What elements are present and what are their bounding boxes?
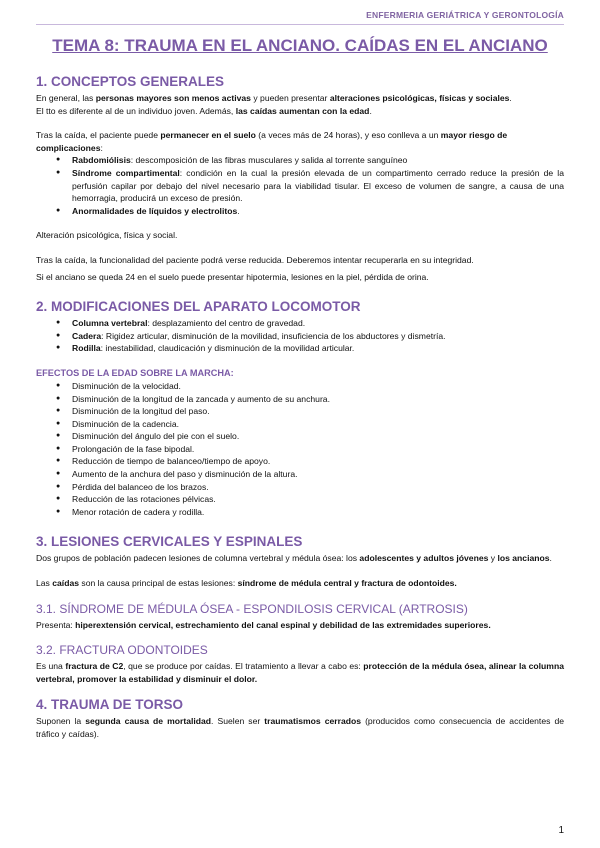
paragraph: Tras la caída, la funcionalidad del paciente podrá verse reducida. Deberemos intentar recuperarla en su integridad. <box>36 254 474 265</box>
text-run: (producidos como consecuencia de accidentes de tráfico y caídas). <box>36 716 565 739</box>
paragraph <box>36 552 564 565</box>
text-run: : desplazamiento del centro de gravedad. <box>147 318 306 329</box>
bold-text: fractura de C2 <box>65 661 124 672</box>
text-run: : descomposición de las fibras musculares y salida al torrente sanguíneo <box>130 155 408 166</box>
section-heading-4: 4. TRAUMA DE TORSO <box>36 697 184 713</box>
header-rule <box>36 24 564 25</box>
text-run: Es una <box>36 661 66 672</box>
bold-text: Rodilla <box>72 343 101 354</box>
list-item: ● Menor rotación de cadera y rodilla. <box>72 506 564 519</box>
paragraph: Si el anciano se queda 24 en el suelo puede presentar hipotermia, lesiones en la piel, pérdida de orina. <box>36 271 429 282</box>
text-run: . <box>509 93 512 103</box>
text-run: Las <box>36 578 53 589</box>
subsection-heading-3-2: 3.2. FRACTURA ODONTOIDES <box>36 643 208 658</box>
running-header: ENFERMERIA GERIÁTRICA Y GERONTOLOGÍA <box>366 10 564 20</box>
paragraph <box>36 92 564 105</box>
bold-text: Cadera <box>72 330 102 341</box>
locomotor-list <box>36 317 564 355</box>
list-item <box>72 205 564 218</box>
paragraph: Alteración psicológica, física y social. <box>36 230 178 241</box>
list-item <box>72 167 564 205</box>
bold-text: Columna vertebral <box>72 318 148 329</box>
bold-text: personas mayores son menos activas <box>95 93 251 103</box>
list-item: ● Disminución del ángulo del pie con el suelo. <box>72 430 564 443</box>
bold-text: traumatismos cerrados <box>264 716 362 727</box>
paragraph <box>36 577 564 590</box>
text-run: : <box>100 142 103 153</box>
text-run: y pueden presentar <box>250 93 330 103</box>
paragraph <box>36 105 564 118</box>
list-item: ● Disminución de la longitud de la zancada y aumento de su anchura. <box>72 393 564 406</box>
text-run: Suponen la <box>36 716 86 727</box>
bold-text: alteraciones psicológicas, físicas y sociales <box>329 93 510 103</box>
text-run: , que se produce por caídas. El tratamiento a llevar a cabo es: <box>123 661 364 672</box>
paragraph <box>36 619 564 632</box>
text-run: . <box>549 553 552 564</box>
text-run: . <box>369 105 372 116</box>
text-run: Tras la caída, el paciente puede <box>36 130 161 141</box>
section-heading-2: 2. MODIFICACIONES DEL APARATO LOCOMOTOR <box>36 299 361 315</box>
section-heading-1: 1. CONCEPTOS GENERALES <box>36 74 225 89</box>
bold-text: las caídas aumentan con la edad <box>235 105 370 116</box>
complications-list <box>36 154 564 217</box>
text-run: El tto es diferente al de un individuo joven. Además, <box>36 105 236 116</box>
list-item: ● Prolongación de la fase bipodal. <box>72 443 564 456</box>
bold-text: Anormalidades de líquidos y electrolitos <box>72 205 238 216</box>
page-number: 1 <box>558 825 564 836</box>
list-item: ● Aumento de la anchura del paso y disminución de la altura. <box>72 468 564 481</box>
text-run: Presenta: <box>36 619 76 630</box>
text-run: : Rigidez articular, disminución de la movilidad, insuficiencia de los abductores y dismetría. <box>101 330 446 341</box>
subsection-heading-3-1: 3.1. SÍNDROME DE MÉDULA ÓSEA - ESPONDILOSIS CERVICAL (ARTROSIS) <box>36 601 468 616</box>
bold-text: mayor riesgo de complicaciones <box>36 130 508 153</box>
list-item: ● Disminución de la cadencia. <box>72 418 564 431</box>
list-item <box>72 342 564 355</box>
paragraph <box>36 660 564 685</box>
text-run: . Suelen ser <box>211 716 265 727</box>
bold-text: segunda causa de mortalidad <box>85 716 212 727</box>
list-item <box>72 154 564 167</box>
text-run: Dos grupos de población padecen lesiones de columna vertebral y médula ósea: los <box>36 553 360 564</box>
document-body <box>36 74 564 741</box>
list-item <box>72 330 564 343</box>
bold-text: Síndrome compartimental <box>72 167 180 178</box>
gait-effects-list <box>36 380 564 519</box>
paragraph <box>36 129 564 154</box>
bold-text: caídas <box>52 578 80 589</box>
text-run: En general, las <box>36 93 96 103</box>
bold-text: Rabdomiólisis <box>72 155 131 166</box>
text-run: : inestabilidad, claudicación y disminución de la movilidad articular. <box>100 343 355 354</box>
subheading-gait: EFECTOS DE LA EDAD SOBRE LA MARCHA: <box>36 367 234 378</box>
bold-text: los ancianos <box>497 553 550 564</box>
list-item: ● Reducción de tiempo de balanceo/tiempo de apoyo. <box>72 455 564 468</box>
list-item: ● Pérdida del balanceo de los brazos. <box>72 481 564 494</box>
section-heading-3: 3. LESIONES CERVICALES Y ESPINALES <box>36 534 303 550</box>
bold-text: protección de la médula ósea, alinear la columna vertebral, promover la estabilidad y disminuir el dolor. <box>36 661 564 684</box>
text-run: : condición en la cual la presión elevada de un compartimento cerrado reduce la presión de la perfusión capilar por debajo del nivel necesario para la viabilidad tisular. El exceso de volumen de sangre, a causa de una hemorragia, producirá un exceso de presión. <box>72 167 564 204</box>
list-item: ● Reducción de las rotaciones pélvicas. <box>72 493 564 506</box>
list-item: ● Disminución de la velocidad. <box>72 380 564 393</box>
document-title: TEMA 8: TRAUMA EN EL ANCIANO. CAÍDAS EN EL ANCIANO <box>52 36 548 55</box>
bold-text: adolescentes y adultos jóvenes <box>359 553 489 564</box>
text-run: y <box>488 553 498 564</box>
list-item <box>72 317 564 330</box>
bold-text: permanecer en el suelo <box>160 130 256 141</box>
paragraph <box>36 715 564 740</box>
list-item: ● Disminución de la longitud del paso. <box>72 405 564 418</box>
text-run: . <box>237 205 240 216</box>
text-run: son la causa principal de estas lesiones: <box>79 578 238 589</box>
text-run: (a veces más de 24 horas), y eso conlleva a un <box>255 130 441 141</box>
bold-text: hiperextensión cervical, estrechamiento del canal espinal y debilidad de las extremidades superiores. <box>75 619 491 630</box>
bold-text: síndrome de médula central y fractura de odontoides. <box>237 578 457 589</box>
